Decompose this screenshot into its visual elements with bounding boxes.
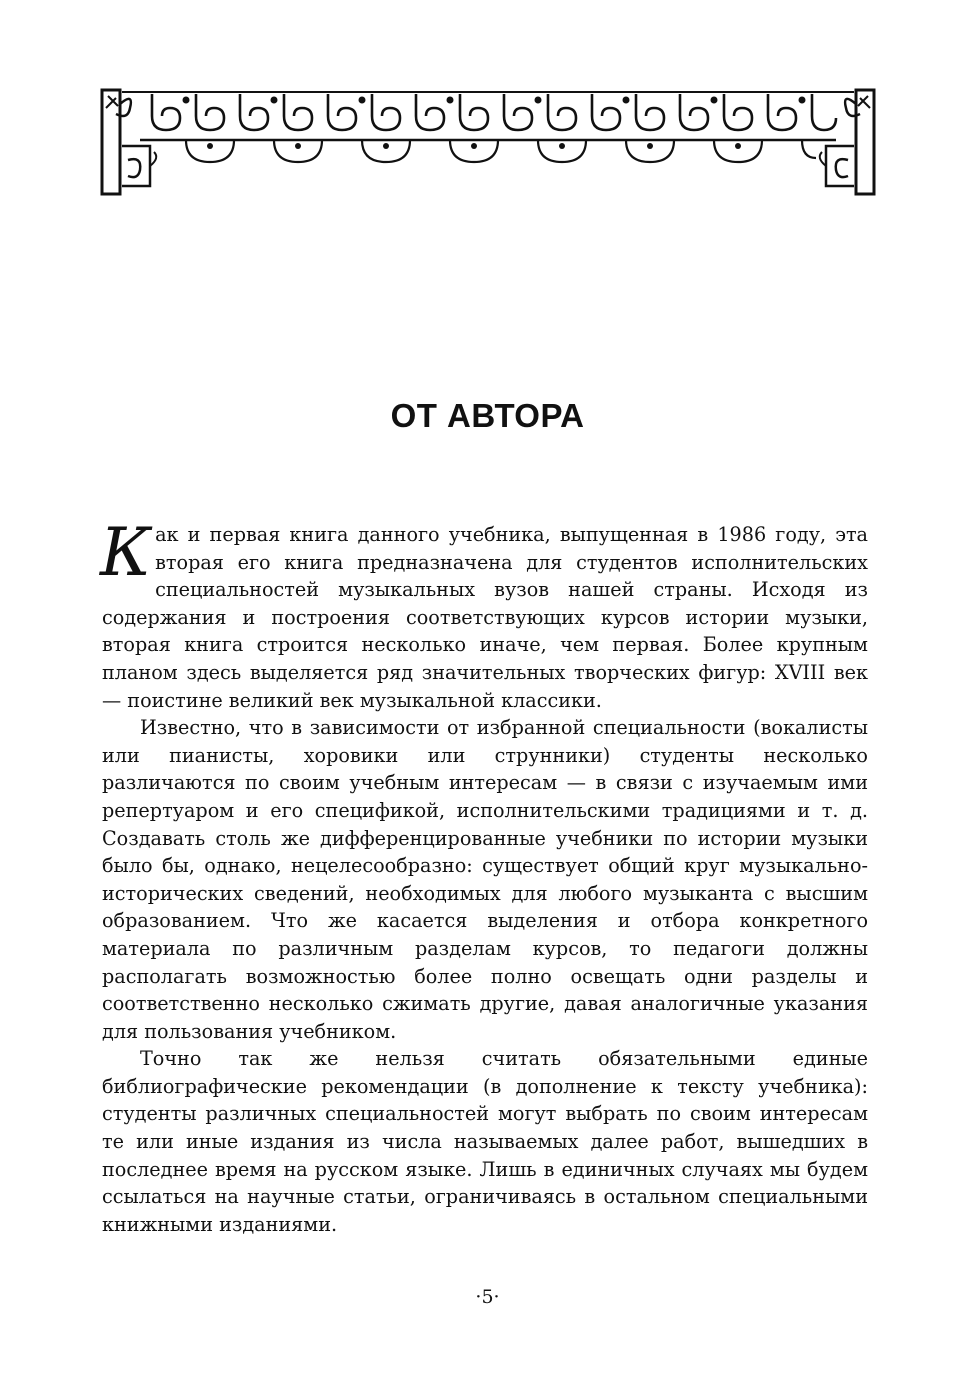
- decorative-header-ornament: [100, 86, 876, 200]
- paragraph-3: Точно так же нельзя считать обязательными единые библиографические рекомендации (в дополнение к тексту учебника): студенты различных специальностей могут выбрать по своим интересам те или иные издания из числа называемых далее работ, вышедших в последнее время на русском языке. Лишь в единичных случаях мы будем ссылаться на научные статьи, ограничиваясь в остальном специальными книжными изданиями.: [102, 1047, 868, 1236]
- drop-cap: К: [100, 514, 152, 591]
- paragraph-1-text: ак и первая книга данного учебника, выпущенная в 1986 году, эта вторая его книга предназначена для студентов исполнительских специальностей музыкальных вузов нашей страны. Исходя из содержания и построения соответствующих курсов истории музыки, вторая книга строится несколько иначе, чем первая. Более крупным планом здесь выделяется ряд значительных творческих фигур: XVIII век — поистине великий век музыкальной классики.: [102, 523, 868, 712]
- body-text: [100, 514, 868, 1238]
- ornament-border-icon: [100, 86, 876, 200]
- page-title: ОТ АВТОРА: [390, 397, 585, 434]
- paragraph-1: [100, 514, 868, 714]
- paragraph-2: Известно, что в зависимости от избранной специальности (вокалисты или пианисты, хоровики или струнники) студенты несколько различаются по своим учебным интересам — в связи с изучаемым ими репертуаром и его спецификой, исполнительскими традициями и т. д. Создавать столь же дифференцированные учебники по истории музыки было бы, однако, нецелесообразно: существует общий круг музыкально-исторических сведений, необходимых для любого музыканта с высшим образованием. Что же касается выделения и отбора конкретного материала по различным разделам курсов, то педагоги должны располагать возможностью более полно освещать одни разделы и соответственно несколько сжимать другие, давая аналогичные указания для пользования учебником.: [102, 716, 868, 1043]
- page-number: ·5·: [475, 1286, 500, 1308]
